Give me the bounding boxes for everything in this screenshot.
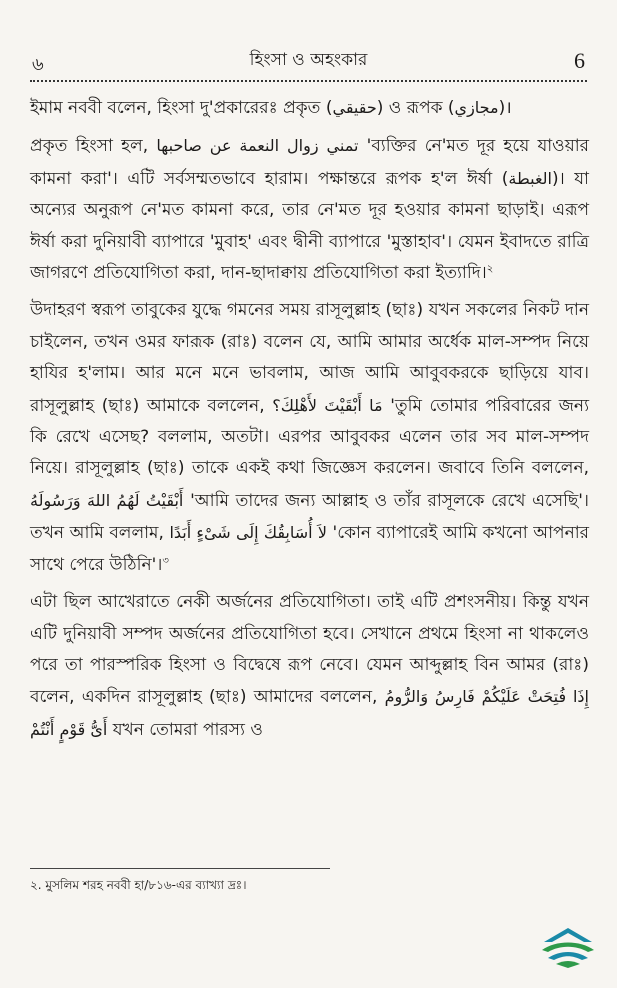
arabic-quote: أَبْقَيْتُ لَهُمُ اللهَ وَرَسُولَهُ [30,490,184,510]
arabic-phrase: تمني زوال النعمة عن صاحبها [156,136,359,156]
paragraph-4 [30,587,589,746]
text-run: এটা ছিল আখেরাতে নেকী অর্জনের প্রতিযোগিতা। তাই এটি প্রশংসনীয়। কিন্তু যখন এটি দুনিয়াবী সম্পদ অর্জনের প্রতিযোগিতা হবে। সেখানে প্রথমে হিংসা না থাকলেও পরে তা পারস্পরিক হিংসা ও বিদ্বেষে রূপ নেবে। যেমন আব্দুল্লাহ বিন আমর (রাঃ) বলেন, একদিন রাসূলুল্লাহ (ছাঃ) আমাদের বললেন, [30,592,589,708]
paragraph-2 [30,130,589,289]
text-run: উদাহরণ স্বরূপ তাবুকের যুদ্ধে গমনের সময় রাসূলুল্লাহ (ছাঃ) যখন সকলের নিকট দান চাইলেন, তখন ওমর ফারূক (রাঃ) বলেন যে, আমি আমার অর্ধেক মাল-সম্পদ নিয়ে হাযির হ'লাম। আর মনে মনে ভাবলাম, আজ আমি আবুবকরকে ছাড়িয়ে যাব। রাসূলুল্লাহ (ছাঃ) আমাকে বললেন, [30,300,589,416]
text-run: 'কোন ব্যাপারেই আমি কখনো আপনার সাথে পেরে উঠিনি'। [30,523,590,575]
arabic-term: حقيقي [332,98,377,117]
text-run: 'তুমি তোমার পরিবারের জন্য কি রেখে এসেছ? বললাম, অতটা। এরপর আবুবকর এলেন তার সব মাল-সম্পদ নিয়ে। রাসূলুল্লাহ (ছাঃ) তাকে একই কথা জিজ্ঞেস করলেন। জবাবে তিনি বললেন, [30,395,589,479]
arabic-quote: لاَ أُسَابِقُكَ إِلَى شَىْءٍ أَبَدًا [169,523,327,543]
text-run: )। [498,98,512,118]
page-number-bengali: ৬ [32,54,44,75]
publisher-logo-icon [538,920,598,970]
text-run: ইমাম নববী বলেন, হিংসা দু'প্রকারেরঃ প্রকৃত ( [30,98,333,118]
paragraph-3 [30,295,589,581]
body-text [30,92,589,752]
running-header [30,46,587,76]
text-run: 'আমি তাদের জন্য আল্লাহ ও তাঁর রাসূলকে রেখে এসেছি'। তখন আমি বললাম, [30,490,589,544]
footnote: ২. মুসলিম শরহ নববী হা/৮১৬-এর ব্যাখ্যা দ্রঃ। [30,878,247,892]
text-run: 'ব্যক্তির নে'মত দূর হয়ে যাওয়ার কামনা করা'। এটি সর্বসম্মতভাবে হারাম। পক্ষান্তরে রূপক হ'ল ঈর্ষা ( [30,136,589,189]
running-title: হিংসা ও অহংকার [249,50,368,70]
page-number-latin: 6 [574,48,585,73]
footnote-marker[interactable]: ২ [486,263,494,275]
footnote-marker[interactable]: ৩ [162,555,169,567]
arabic-term: الغبطة [508,168,552,188]
arabic-quote: مَا أَبْقَيْتَ لأَهْلِكَ؟ [272,395,383,415]
header-dotted-rule [30,80,587,82]
paragraph-1 [30,92,589,124]
text-run: ) ও রূপক ( [376,98,455,118]
arabic-quote: إِذَا فُتِحَتْ عَلَيْكُمْ فَارِسُ وَالرُّومُ أَىُّ قَوْمٍ أَنْتُمْ [30,687,589,739]
text-run: )। যা অন্যের অনুরূপ নে'মত কামনা করে, তার নে'মত দূর হওয়ার কামনা ছাড়াই। এরূপ ঈর্ষা করা দুনিয়াবী ব্যাপারে 'মুবাহ' এবং দ্বীনী ব্যাপারে 'মুস্তাহাব'। যেমন ইবাদতে রাত্রি জাগরণে প্রতিযোগিতা করা, দান-ছাদাক্বায় প্রতিযোগিতা করা ইত্যাদি। [30,168,589,284]
text-run: যখন তোমরা পারস্য ও [107,719,263,740]
footnote-rule [30,868,330,869]
arabic-term: مجازي [454,98,499,117]
text-run: প্রকৃত হিংসা হল, [30,136,157,157]
